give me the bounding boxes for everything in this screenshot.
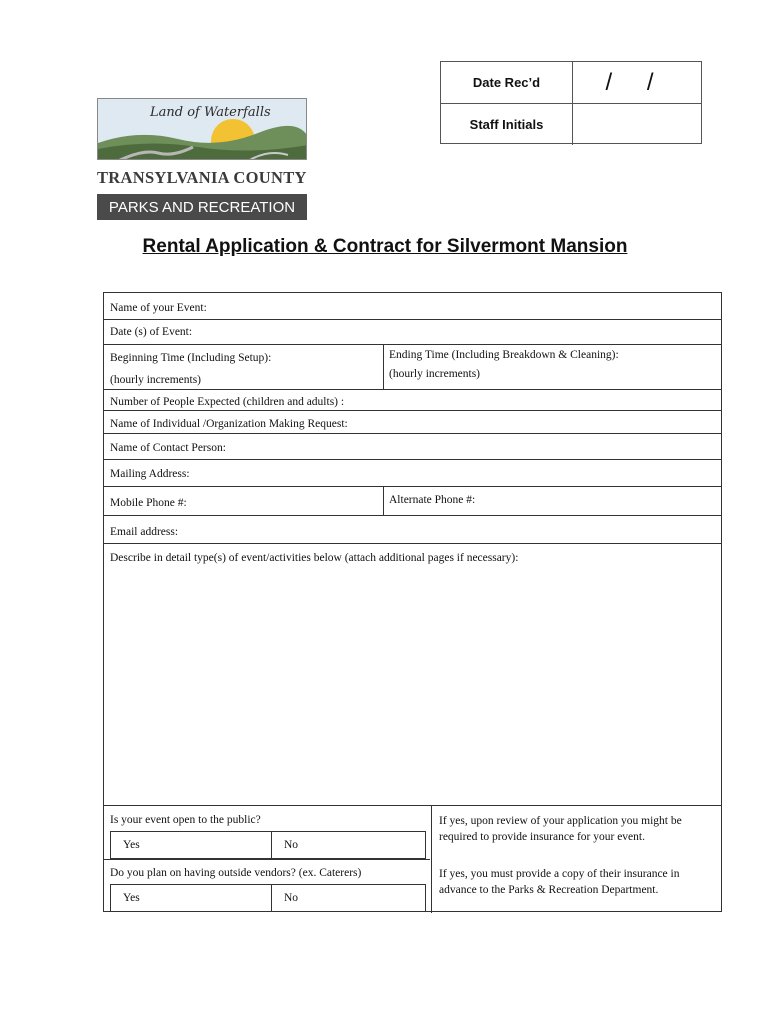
logo-department-name: PARKS AND RECREATION <box>97 194 307 220</box>
contact-person-field[interactable]: Name of Contact Person: <box>110 442 226 454</box>
staff-initials-label: Staff Initials <box>441 104 573 145</box>
vendors-insurance-note: If yes, you must provide a copy of their insurance in advance to the Parks & Recreation Department. <box>439 868 680 896</box>
mailing-address-field[interactable]: Mailing Address: <box>110 468 190 480</box>
people-expected-field[interactable]: Number of People Expected (children and adults) : <box>110 396 345 408</box>
vendors-no-label: No <box>284 892 299 904</box>
logo-script-text: Land of Waterfalls <box>150 105 271 120</box>
event-description-field[interactable]: Describe in detail type(s) of event/activities below (attach additional pages if necessary): <box>110 552 519 564</box>
logo-county-name: TRANSYLVANIA COUNTY <box>97 168 307 187</box>
staff-initials-row <box>441 103 701 145</box>
end-time-field[interactable]: Ending Time (Including Breakdown & Cleaning): <box>389 349 619 361</box>
vendors-no-option[interactable] <box>271 884 426 912</box>
requester-field[interactable]: Name of Individual /Organization Making Request: <box>110 418 348 430</box>
county-logo <box>97 98 307 222</box>
date-received-field[interactable]: / / <box>605 68 668 96</box>
public-no-label: No <box>284 839 299 851</box>
begin-time-note: (hourly increments) <box>110 374 202 386</box>
email-field[interactable]: Email address: <box>110 526 179 538</box>
vendors-yes-option[interactable] <box>110 884 272 912</box>
waterfalls-landscape-image <box>97 98 307 160</box>
begin-time-field[interactable]: Beginning Time (Including Setup): <box>110 352 272 364</box>
public-event-question: Is your event open to the public? <box>110 814 261 826</box>
public-insurance-note: If yes, upon review of your application you might be required to provide insurance for your event. <box>439 815 682 843</box>
public-yes-label: Yes <box>123 839 140 851</box>
public-yes-option[interactable] <box>110 831 272 859</box>
office-use-box <box>440 61 702 144</box>
event-name-field[interactable]: Name of your Event: <box>110 302 207 314</box>
vendors-yes-label: Yes <box>123 892 140 904</box>
date-received-row <box>441 62 701 103</box>
date-received-label: Date Rec’d <box>441 62 573 103</box>
rental-application-form <box>103 292 722 912</box>
page-title: Rental Application & Contract for Silvermont Mansion <box>142 236 628 257</box>
event-dates-field[interactable]: Date (s) of Event: <box>110 326 193 338</box>
public-no-option[interactable] <box>271 831 426 859</box>
vendors-question: Do you plan on having outside vendors? (ex. Caterers) <box>110 867 362 879</box>
staff-initials-field[interactable] <box>572 104 701 145</box>
mobile-phone-field[interactable]: Mobile Phone #: <box>110 497 187 509</box>
alternate-phone-field[interactable]: Alternate Phone #: <box>389 494 476 506</box>
end-time-note: (hourly increments) <box>389 368 481 380</box>
